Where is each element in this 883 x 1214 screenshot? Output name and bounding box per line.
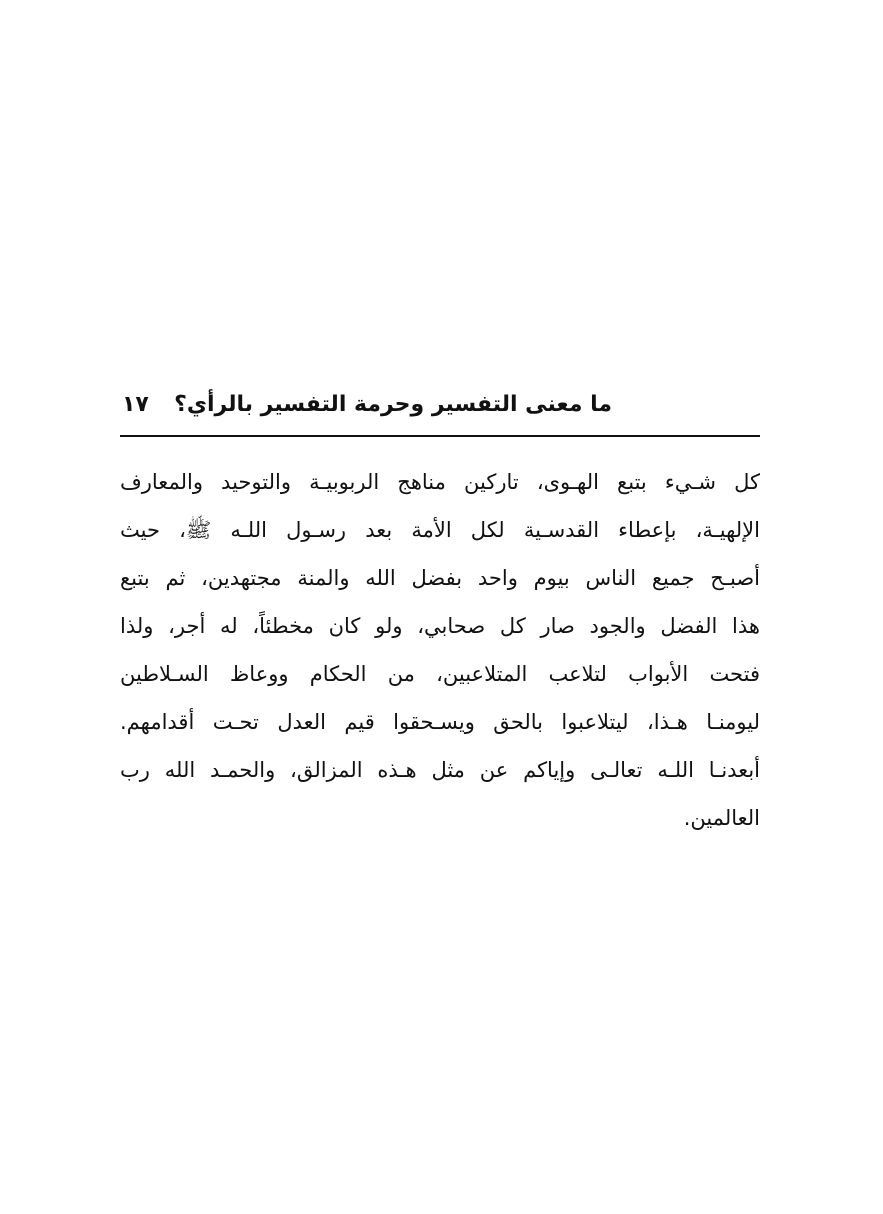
- text-line: أصبـح جميع الناس بيوم واحد بفضل الله والمنة مجتهدين، ثم بتبع: [120, 566, 760, 590]
- text-line: الإلهيـة، بإعطاء القدسـية لكل الأمة بعد رسـول اللـه ﷺ، حيث: [120, 518, 760, 542]
- text-line: العالمين.: [683, 806, 760, 830]
- chapter-title: ما معنى التفسير وحرمة التفسير بالرأي؟: [174, 392, 612, 417]
- text-line: فتحت الأبواب لتلاعب المتلاعبين، من الحكام ووعاظ السـلاطين: [120, 662, 760, 686]
- text-line: هذا الفضل والجود صار كل صحابي، ولو كان مخطئاً، له أجر، ولذا: [120, 614, 760, 638]
- text-line: أبعدنـا اللـه تعالـى وإياكم عن مثل هـذه المزالق، والحمـد الله رب: [120, 758, 760, 782]
- running-header: [120, 386, 760, 430]
- text-line: كل شـيء بتبع الهـوى، تاركين مناهج الربوبيـة والتوحيد والمعارف: [120, 470, 760, 494]
- header-divider: [120, 435, 760, 437]
- body-paragraph: [120, 458, 760, 842]
- text-line: ليومنـا هـذا، ليتلاعبوا بالحق ويسـحقوا قيم العدل تحـت أقدامهم.: [120, 710, 760, 734]
- page-number: ١٧: [122, 392, 149, 417]
